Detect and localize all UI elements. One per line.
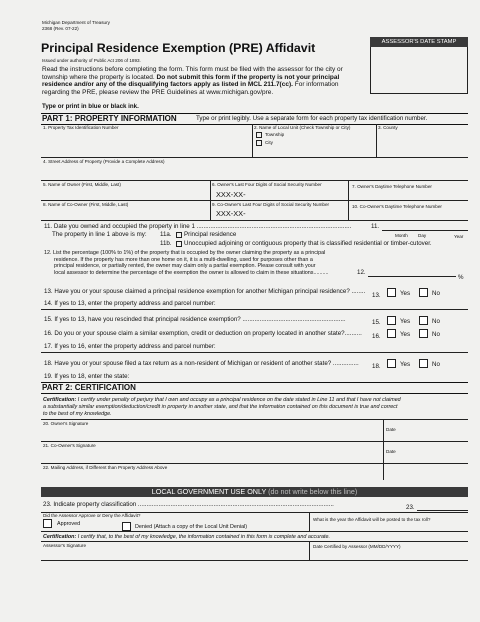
q15-yes-checkbox[interactable] bbox=[387, 316, 396, 325]
q11a-label: Principal residence bbox=[184, 231, 237, 238]
part2-title: PART 2: CERTIFICATION bbox=[42, 383, 136, 392]
q14-text: 14. If yes to 13, enter the property address and parcel number: bbox=[44, 300, 216, 307]
q13-no-label: No bbox=[432, 290, 440, 297]
q11-month-label: Month bbox=[395, 233, 408, 238]
authority-note: Issued under authority of Public Act 206 of 1893. bbox=[42, 58, 141, 63]
owner-signature-input[interactable] bbox=[43, 427, 381, 439]
q16-yes-label: Yes bbox=[400, 331, 411, 338]
owner-ssn-input[interactable]: XXX-XX- bbox=[216, 190, 246, 199]
q11-year-label: Year bbox=[454, 234, 464, 239]
q11-day-label: Day bbox=[418, 233, 427, 238]
city-label: City bbox=[265, 140, 273, 145]
field-label-10: 10. Co-Owner's Daytime Telephone Number bbox=[352, 204, 442, 209]
co-owner-ssn-input[interactable]: XXX-XX- bbox=[216, 209, 246, 218]
q12-line-4: local assessor to determine the percentage of the exemption the owner is allowed to claim in these situations.......... bbox=[54, 269, 329, 276]
agency-name: Michigan Department of Treasury bbox=[42, 20, 110, 25]
q11-number: 11. bbox=[371, 223, 380, 230]
q12-line-1: 12. List the percentage (100% to 1%) of the property that is occupied by the owner claiming the property as a principal bbox=[44, 250, 326, 256]
ink-note: Type or print in blue or black ink. bbox=[42, 103, 139, 110]
street-address-input[interactable] bbox=[43, 165, 467, 177]
field-label-20: 20. Owner's Signature bbox=[43, 421, 89, 426]
intro-line-4: regarding the PRE, please review the PRE Guidelines at www.michigan.gov/pre. bbox=[42, 88, 274, 96]
q12-line-2: residence. If the property has more than one home on it, it is a multi-dwelling, used for purposes other than a bbox=[54, 256, 313, 263]
q19-state-input[interactable] bbox=[140, 372, 340, 381]
q11-text: 11. Date you owned and occupied the property in line 1 .......................................................................................... bbox=[44, 223, 352, 230]
q16-no-checkbox[interactable] bbox=[419, 329, 428, 338]
date-certified-input[interactable] bbox=[313, 550, 467, 559]
tax-roll-year-label: What is the year the Affidavit will be posted to the tax roll? bbox=[313, 517, 431, 522]
approved-checkbox[interactable] bbox=[43, 519, 52, 528]
q11b-checkbox[interactable] bbox=[176, 241, 182, 247]
q15-yes-label: Yes bbox=[400, 318, 411, 325]
q11b-number: 11b. bbox=[160, 240, 172, 247]
township-label: Township bbox=[265, 132, 285, 137]
owner-date-label: Date bbox=[386, 427, 396, 432]
q13-yes-checkbox[interactable] bbox=[387, 288, 396, 297]
q13-text: 13. Have you or your spouse claimed a principal residence exemption for another Michigan principal residence? ........ bbox=[44, 288, 366, 295]
field-label-5: 5. Name of Owner (First, Middle, Last) bbox=[43, 182, 121, 187]
denied-label: Denied (Attach a copy of the Local Unit Denial) bbox=[135, 524, 248, 530]
q15-no-checkbox[interactable] bbox=[419, 316, 428, 325]
field-label-9: 9. Co-Owner's Last Four Digits of Social Security Number bbox=[212, 202, 330, 207]
co-owner-signature-input[interactable] bbox=[43, 449, 381, 461]
intro-line-2: township where the property is located. Do not submit this form if the property is not your principal bbox=[42, 73, 340, 81]
field-label-22: 22. Mailing Address, if Different than Property Address Above bbox=[43, 465, 168, 470]
field-label-21: 21. Co-Owner's Signature bbox=[43, 443, 96, 448]
q11-date-input[interactable] bbox=[382, 221, 468, 230]
q12-line-3: principal residence, or partially rented, the owner may claim only a partial exemption. Please consult with your bbox=[54, 263, 316, 269]
q13-number: 13. bbox=[372, 292, 381, 299]
q18-no-checkbox[interactable] bbox=[419, 359, 428, 368]
intro-line-1: Read the instructions before completing the form. This form must be filed with the assessor for the city or bbox=[42, 66, 343, 73]
q23-classification-input[interactable] bbox=[417, 501, 468, 510]
q15-number: 15. bbox=[372, 319, 381, 326]
q23-number: 23. bbox=[406, 504, 415, 511]
local-government-banner: LOCAL GOVERNMENT USE ONLY (do not write below this line) bbox=[41, 487, 468, 497]
co-owner-date-label: Date bbox=[386, 449, 396, 454]
q12-number: 12. bbox=[357, 269, 366, 276]
q16-text: 16. Do you or your spouse claim a similar exemption, credit or deduction on property located in another state?.......... bbox=[44, 330, 362, 337]
part1-title: PART 1: PROPERTY INFORMATION bbox=[42, 114, 177, 123]
q16-yes-checkbox[interactable] bbox=[387, 329, 396, 338]
field-label-3: 3. County bbox=[378, 125, 398, 130]
approved-label: Approved bbox=[57, 521, 81, 527]
part1-header bbox=[41, 113, 468, 125]
tax-roll-year-input[interactable] bbox=[313, 523, 467, 530]
assessor-signature-input[interactable] bbox=[43, 549, 305, 559]
q13-no-checkbox[interactable] bbox=[419, 288, 428, 297]
co-owner-date-input[interactable] bbox=[386, 455, 466, 462]
form-title: Principal Residence Exemption (PRE) Affidavit bbox=[41, 41, 316, 55]
field-label-6: 6. Owner's Last Four Digits of Social Security Number bbox=[212, 182, 322, 187]
field-label-2: 2. Name of Local Unit (Check Township or City) bbox=[254, 125, 351, 130]
part2-header bbox=[41, 382, 468, 394]
q15-no-label: No bbox=[432, 318, 440, 325]
owner-date-input[interactable] bbox=[386, 433, 466, 440]
field-label-7: 7. Owner's Daytime Telephone Number bbox=[352, 184, 432, 189]
q13-yes-label: Yes bbox=[400, 290, 411, 297]
q16-no-label: No bbox=[432, 331, 440, 338]
q15-text: 15. If yes to 13, have you rescinded that principal residence exemption? ............................................................ bbox=[44, 316, 346, 323]
q17-text: 17. If yes to 16, enter the property address and parcel number: bbox=[44, 343, 216, 350]
co-owner-name-input[interactable] bbox=[43, 208, 208, 219]
certification-line-3: to the best of my knowledge. bbox=[43, 411, 112, 417]
q18-no-label: No bbox=[432, 361, 440, 368]
intro-line-3: residence and/or any of the disqualifying factors apply as listed in MCL 211.7(cc). For information bbox=[42, 81, 339, 88]
q18-number: 18. bbox=[372, 363, 381, 370]
approve-deny-label: Did the Assessor Approve or Deny the Affidavit? bbox=[43, 513, 141, 518]
q11b-label: Unoccupied adjoining or contiguous property that is classified residential or timber-cutover. bbox=[184, 240, 432, 247]
field-label-4: 4. Street Address of Property (Provide a Complete Address) bbox=[43, 159, 165, 164]
q11-property-label: The property in line 1 above is my: bbox=[52, 231, 147, 238]
field-label-1: 1. Property Tax Identification Number bbox=[43, 125, 119, 130]
township-checkbox[interactable] bbox=[256, 132, 262, 138]
mailing-address-input[interactable] bbox=[43, 471, 381, 480]
certification-line-2: a substantially similar exemption/deduction/credit in property in another state, and that the information contained on this document is true and correct bbox=[43, 404, 398, 410]
part1-subtitle: Type or print legibly. Use a separate form for each property tax identification number. bbox=[196, 115, 428, 122]
property-tax-id-input[interactable] bbox=[43, 131, 251, 143]
q11a-number: 11a. bbox=[160, 231, 172, 238]
q17-address-input[interactable] bbox=[212, 342, 467, 351]
assessor-date-stamp-label: ASSESSOR'S DATE STAMP bbox=[370, 37, 468, 47]
assessor-signature-label: Assessor's Signature bbox=[43, 543, 87, 548]
q12-percentage-input[interactable] bbox=[368, 267, 456, 276]
denied-checkbox[interactable] bbox=[122, 522, 131, 531]
owner-name-input[interactable] bbox=[43, 188, 208, 200]
q18-text: 18. Have you or your spouse filed a tax return as a non-resident of Michigan or resident of another state? ............... bbox=[44, 360, 359, 367]
q23-text: 23. Indicate property classification .................................................................................................................. bbox=[43, 501, 334, 508]
assessor-date-stamp-box bbox=[370, 47, 468, 94]
certification-line-1: Certification: I certify under penalty of perjury that I own and occupy as a principal residence on the date stated in Line 11 and that I have not claimed bbox=[43, 397, 401, 403]
county-input[interactable] bbox=[378, 131, 467, 143]
q14-address-input[interactable] bbox=[212, 299, 467, 308]
q18-yes-checkbox[interactable] bbox=[387, 359, 396, 368]
form-number: 2368 (Rev. 07-22) bbox=[42, 26, 79, 31]
q18-yes-label: Yes bbox=[400, 361, 411, 368]
q11a-checkbox[interactable] bbox=[176, 232, 182, 238]
city-checkbox[interactable] bbox=[256, 140, 262, 146]
q19-text: 19. If yes to 18, enter the state: bbox=[44, 373, 130, 380]
q12-percent-sign: % bbox=[458, 274, 464, 281]
assessor-certification: Certification: I certify that, to the best of my knowledge, the information contained in this form is complete and accurate. bbox=[43, 534, 331, 540]
field-label-8: 8. Name of Co-Owner (First, Middle, Last) bbox=[43, 202, 129, 207]
date-certified-label: Date Certified by Assessor (MM/DD/YYYY) bbox=[313, 544, 401, 549]
q16-number: 16. bbox=[372, 333, 381, 340]
